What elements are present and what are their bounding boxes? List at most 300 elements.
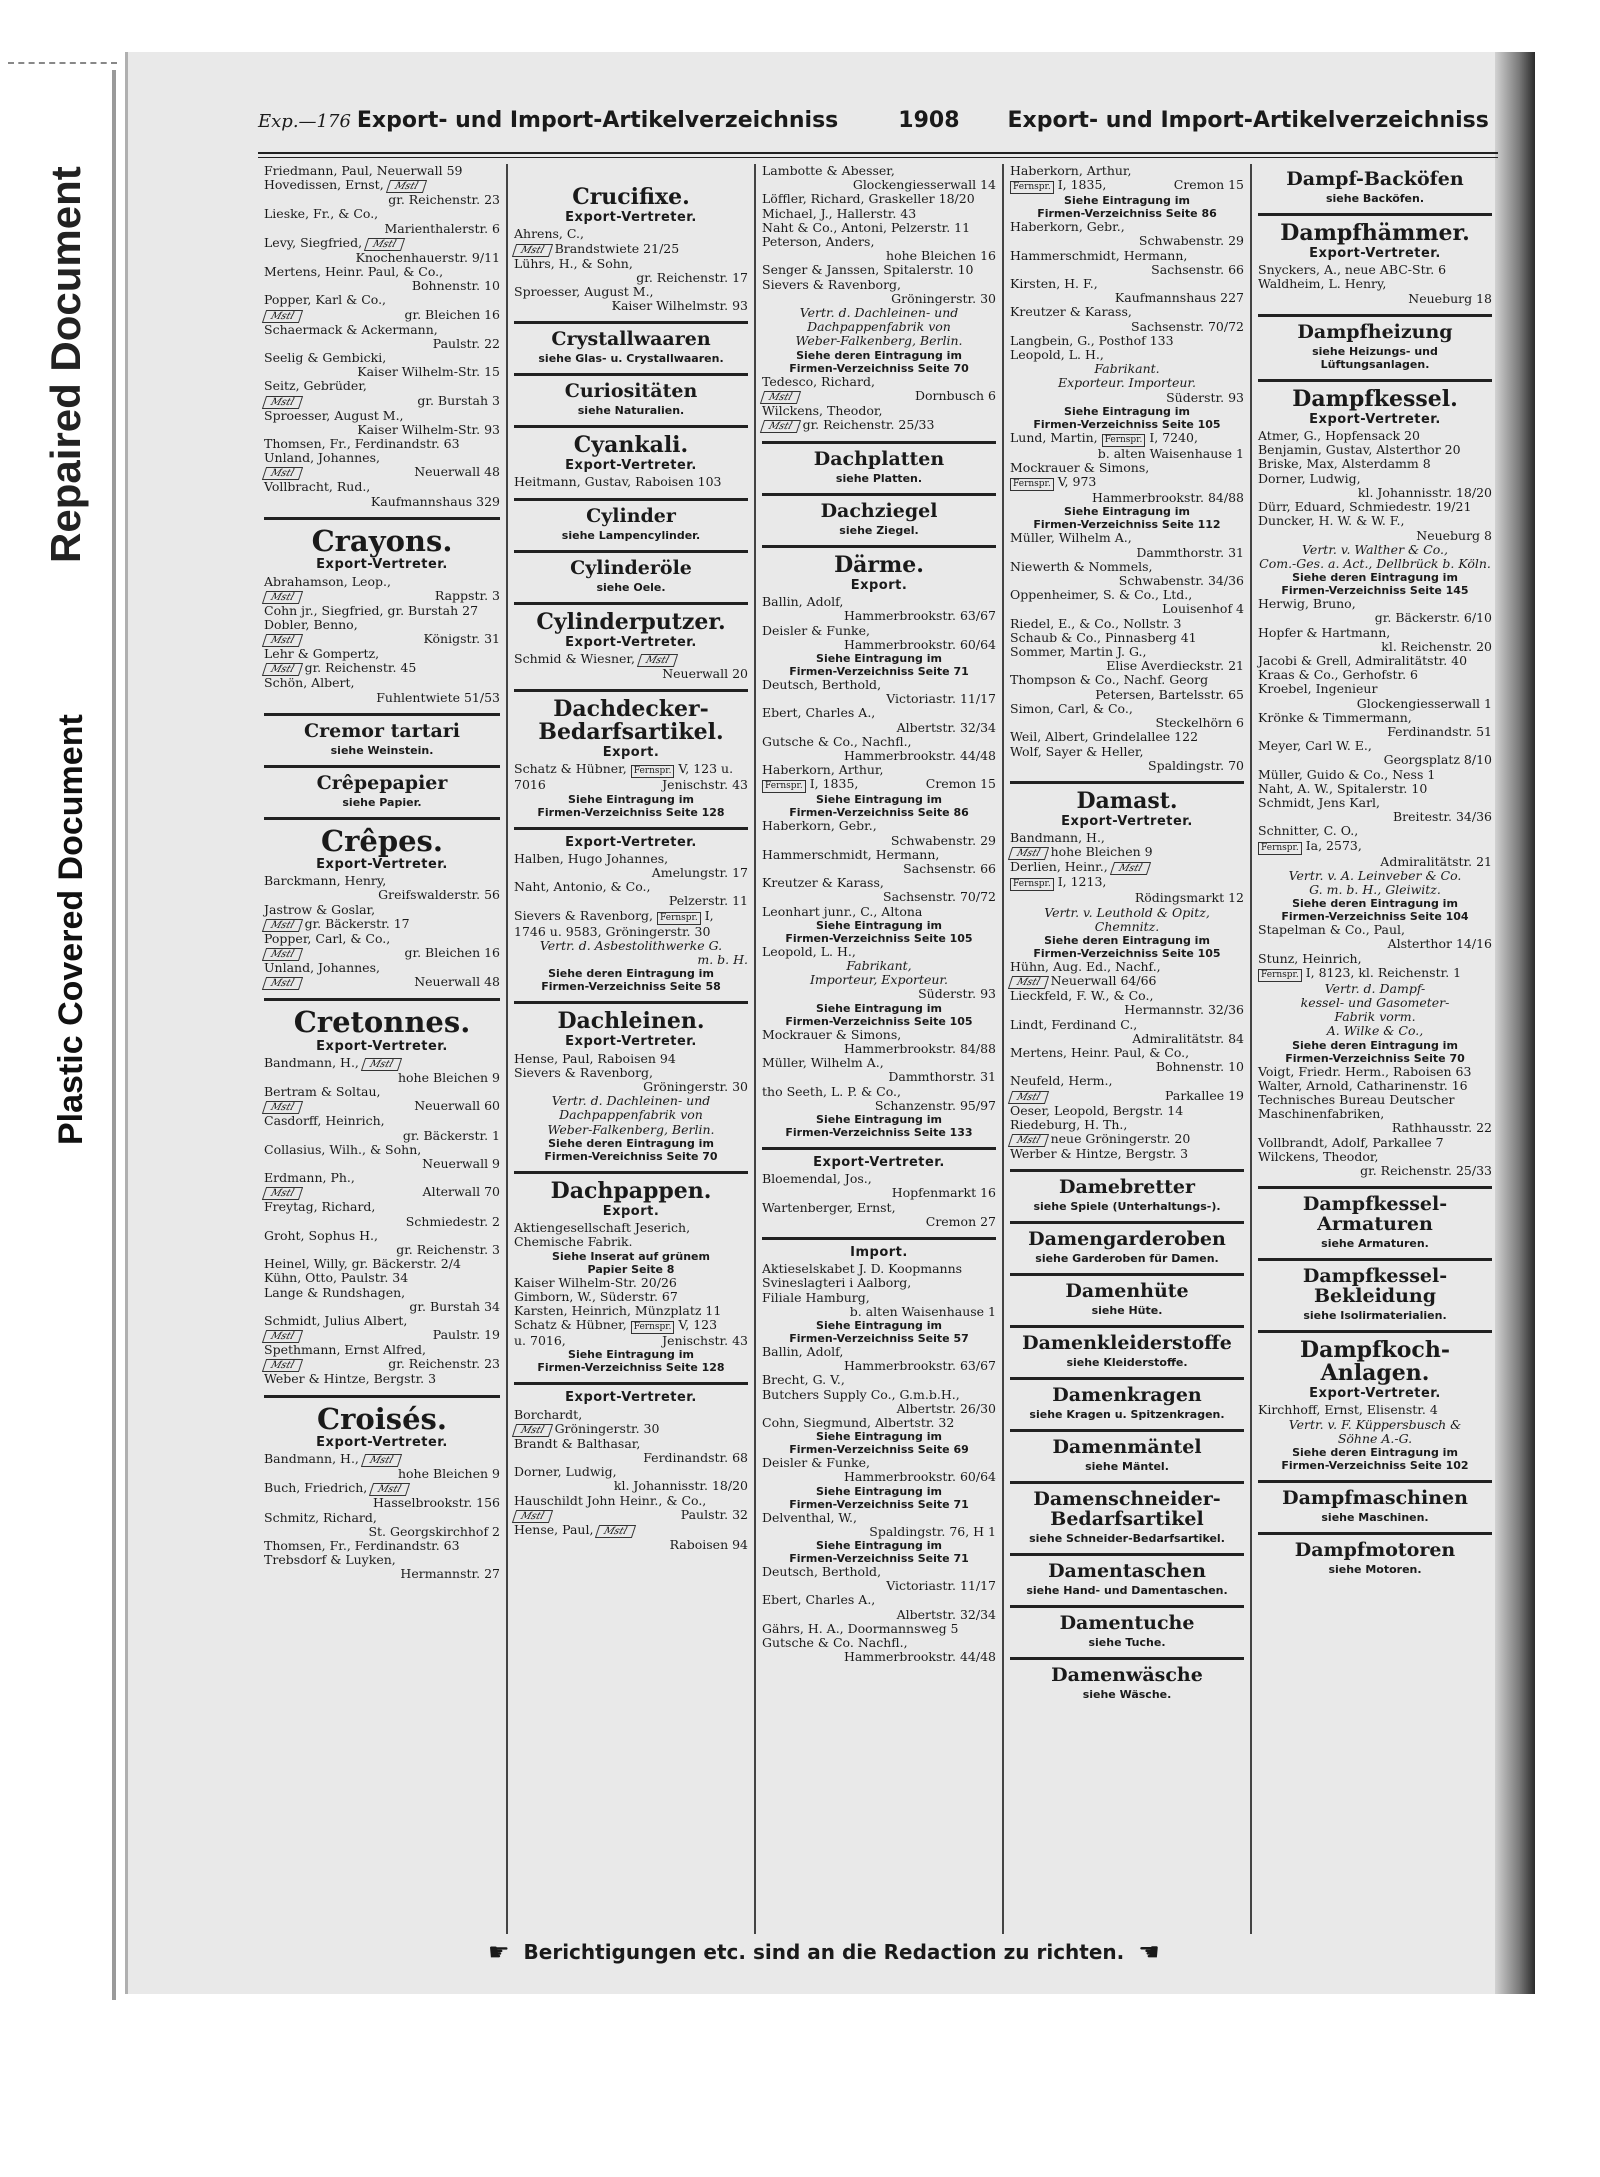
entry-line: Schatz & Hübner, Fernspr. V, 123 u. (514, 761, 734, 777)
entry-line: Victoriastr. 11/17 (886, 1578, 996, 1594)
entry-line: Michael, J., Hallerstr. 43 (762, 205, 917, 221)
entry-line: Voigt, Friedr. Herm., Raboisen 63 (1258, 1063, 1472, 1079)
entry-line: Mstl Rappstr. 3 (264, 589, 500, 604)
entry-line: Fuhlentwiete 51/53 (376, 689, 500, 705)
subsection-label: Export. (602, 1203, 660, 1219)
subsection-label: Export-Vertreter. (813, 1154, 945, 1170)
entry-line: Briske, Max, Alsterdamm 8 (1258, 456, 1431, 472)
entry-line: Albertstr. 32/34 (896, 719, 996, 735)
entry-line: Albertstr. 32/34 (896, 1606, 996, 1622)
entry-line: Hauschildt John Heinr., & Co., (514, 1492, 707, 1508)
category-heading: Damebretter (1058, 1176, 1195, 1199)
entry-line: Schnitter, C. O., (1258, 823, 1359, 839)
entry-line: Ebert, Charles A., (762, 705, 876, 721)
entry-line: Bohnenstr. 10 (411, 278, 500, 294)
entry-line: Deisler & Funke, (762, 1455, 870, 1471)
entry-list (514, 1276, 748, 1349)
subsection-label: Import. (850, 1244, 908, 1260)
telephone-stamp-icon: Fernspr. (657, 912, 701, 925)
entry-line: gr. Bäckerstr. 1 (402, 1127, 500, 1143)
entry-line: Hammerbrookstr. 60/64 (843, 1469, 996, 1485)
entry-line: Haberkorn, Arthur, (762, 762, 884, 778)
cross-reference-note: Siehe deren Eintragung im Firmen-Verzeichniss Seite 104 (1281, 897, 1469, 924)
entry-line: Atmer, G., Hopfensack 20 (1258, 428, 1420, 444)
cross-reference-note: siehe Hand- und Damentaschen. (1026, 1583, 1228, 1597)
entry-line: Schmidt, Julius Albert, (264, 1312, 408, 1328)
entry-list (762, 1345, 996, 1430)
subsection-label: Export-Vertreter. (316, 557, 448, 573)
category-heading: Damenhüte (1065, 1280, 1189, 1303)
entry-line: Vollbracht, Rud., (264, 479, 371, 495)
cross-reference-note: Siehe Eintragung im Firmen-Verzeichniss Seite 86 (1037, 194, 1217, 221)
entry-line: Sproesser, August M., (264, 407, 404, 423)
category-heading: Curiositäten (564, 380, 698, 403)
entry-line: Weber & Hintze, Bergstr. 3 (264, 1371, 437, 1387)
section-rule (1258, 1480, 1492, 1483)
entry-line: Seitz, Gebrüder, (264, 378, 367, 394)
cross-reference-note: Siehe Eintragung im Firmen-Verzeichniss Seite 105 (785, 918, 973, 945)
section-rule (1258, 1258, 1492, 1261)
entry-line: Kaufmannshaus 329 (370, 493, 500, 509)
category-heading: Crêpepapier (316, 771, 448, 794)
member-stamp-icon: Mstl (1008, 976, 1049, 989)
subsection-label: Export-Vertreter. (1061, 814, 1193, 829)
subsection-label: Export-Vertreter. (316, 1434, 448, 1450)
entry-line: Sachsenstr. 66 (1151, 261, 1244, 277)
section-rule (264, 713, 500, 716)
section-rule (514, 550, 748, 553)
entry-line: Deutsch, Berthold, (762, 677, 882, 693)
entry-line: Jastrow & Goslar, (264, 901, 376, 917)
entry-list (762, 678, 996, 793)
entry-line: Simon, Carl, & Co., (1010, 700, 1133, 716)
entry-line: Sachsenstr. 66 (903, 861, 996, 877)
entry-line: Mockrauer & Simons, (1010, 460, 1150, 476)
subsection-label: Export. (850, 578, 908, 594)
entry-line: Hermannstr. 27 (400, 1566, 500, 1582)
cross-reference-note: Siehe deren Eintragung im Firmen-Verzeichniss Seite 70 (789, 348, 969, 375)
entry-line: Svineslagteri i Aalborg, (762, 1275, 912, 1291)
entry-line: Sievers & Ravenborg, (514, 1064, 654, 1080)
entry-line: Kreutzer & Karass, (762, 875, 884, 891)
entry-line: Technisches Bureau Deutscher (1258, 1092, 1455, 1107)
entry-line: Lindt, Ferdinand C., (1010, 1016, 1138, 1032)
cross-reference-note: Siehe Eintragung im Firmen-Verzeichniss Seite 71 (789, 652, 969, 679)
section-rule (514, 827, 748, 830)
category-heading: Damenkleiderstoffe (1022, 1332, 1232, 1355)
entry-list (264, 1056, 500, 1387)
entry-line: Wolf, Sayer & Heller, (1010, 743, 1144, 759)
section-rule (762, 441, 996, 444)
entry-line: Hermannstr. 32/36 (1124, 1002, 1244, 1018)
member-stamp-icon: Mstl (512, 1510, 553, 1523)
member-stamp-icon: Mstl (262, 467, 303, 480)
subsection-label: Export-Vertreter. (565, 1034, 697, 1050)
entry-line: hohe Bleichen 9 (397, 1069, 500, 1085)
member-stamp-icon: Mstl (760, 391, 801, 404)
section-rule (1258, 1330, 1492, 1333)
entry-line: 7016 Jenischstr. 43 (514, 777, 748, 793)
entry-line: Mstl neue Gröningerstr. 20 (1010, 1132, 1244, 1147)
entry-line: Seelig & Gembicki, (264, 350, 387, 366)
header-title-left: Export- und Import-Artikelverzeichniss (356, 108, 839, 133)
member-stamp-icon: Mstl (595, 1525, 636, 1538)
entry-line: gr. Bäckerstr. 6/10 (1374, 610, 1492, 626)
entry-list (514, 475, 748, 489)
entry-line: Albertstr. 26/30 (896, 1400, 996, 1416)
entry-line: Peterson, Anders, (762, 234, 875, 250)
category-heading: Dachplatten (813, 448, 945, 471)
entry-line: Oppenheimer, S. & Co., Ltd., (1010, 587, 1193, 603)
entry-line: Mstl gr. Bäckerstr. 17 (264, 917, 500, 932)
entry-line: Hammerbrookstr. 84/88 (1091, 490, 1244, 506)
entry-line: hohe Bleichen 9 (397, 1466, 500, 1482)
section-rule (1010, 1325, 1244, 1328)
entry-line: Sachsenstr. 70/72 (1131, 318, 1244, 334)
cross-reference-note: Siehe Inserat auf grünem Papier Seite 8 (552, 1249, 710, 1276)
entry-line: Hammerbrookstr. 63/67 (843, 608, 996, 624)
subsection-label: Export-Vertreter. (1309, 1386, 1441, 1402)
entry-line: Kaiser Wilhelm-Str. 20/26 (514, 1274, 677, 1290)
entry-list (762, 1511, 996, 1539)
category-heading: Crayons. (311, 523, 453, 558)
entry-line: Weber-Falkenberg, Berlin. (547, 1121, 715, 1137)
entry-line: Lehr & Gompertz, (264, 646, 380, 662)
entry-line: Hopfenmarkt 16 (891, 1185, 996, 1201)
entry-line: Vertr. d. Asbestolithwerke G. (539, 937, 723, 953)
cross-reference-note: Siehe Eintragung im Firmen-Verzeichniss Seite 57 (789, 1318, 969, 1345)
entry-line: Greifswalderstr. 56 (378, 887, 500, 903)
member-stamp-icon: Mstl (262, 591, 303, 604)
entry-line: Leopold, L. H., (1010, 347, 1104, 363)
entry-line: Schanzenstr. 95/97 (874, 1097, 996, 1113)
category-heading: Cretonnes. (293, 1005, 471, 1040)
entry-line: Gutsche & Co. Nachfl., (762, 1634, 908, 1650)
section-rule (514, 602, 748, 605)
entry-line: Niewerth & Nommels, (1010, 558, 1153, 574)
entry-line: Com.-Ges. a. Act., Dellbrück b. Köln. (1259, 555, 1491, 571)
running-header (258, 108, 1498, 148)
cross-reference-note: siehe Kragen u. Spitzenkragen. (1029, 1407, 1225, 1421)
entry-line: kl. Reichenstr. 20 (1381, 638, 1492, 654)
header-title-right: Export- und Import-Artikelverzeichniss (1007, 108, 1489, 133)
entry-line: Elise Averdieckstr. 21 (1106, 658, 1244, 674)
entry-line: Steckelhörn 6 (1155, 715, 1244, 731)
entry-line: Schmiedestr. 2 (405, 1213, 500, 1229)
category-heading: Crucifixe. (572, 184, 690, 210)
entry-line: Hasselbrookstr. 156 (372, 1495, 500, 1511)
entry-line: Schwabenstr. 29 (1138, 233, 1244, 249)
member-stamp-icon: Mstl (637, 654, 678, 667)
entry-line: Vertr. d. Dachleinen- und (551, 1093, 711, 1109)
entry-line: Schwabenstr. 29 (890, 832, 996, 848)
category-heading: Damenmäntel (1052, 1435, 1202, 1458)
entry-line: Weber-Falkenberg, Berlin. (795, 333, 963, 349)
entry-line: Thomsen, Fr., Ferdinandstr. 63 (264, 436, 460, 452)
cross-reference-note: siehe Garderoben für Damen. (1035, 1252, 1219, 1266)
entry-line: Thomsen, Fr., Ferdinandstr. 63 (264, 1538, 460, 1553)
category-heading: Dampfhämmer. (1280, 219, 1470, 246)
entry-line: Friedmann, Paul, Neuerwall 59 (264, 163, 463, 178)
section-rule (762, 1237, 996, 1240)
entry-line: Chemnitz. (1094, 918, 1160, 934)
entry-list (1010, 220, 1244, 405)
section-rule (1010, 1429, 1244, 1432)
entry-line: Walter, Arnold, Catharinenstr. 16 (1258, 1077, 1468, 1093)
entry-list (762, 1028, 996, 1113)
entry-line: b. alten Waisenhause 1 (849, 1303, 996, 1319)
entry-line: Kirchhoff, Ernst, Elisenstr. 4 (1258, 1402, 1438, 1418)
member-stamp-icon: Mstl (262, 1101, 303, 1114)
category-heading: Crêpes. (321, 823, 443, 858)
entry-line: kl. Johannisstr. 18/20 (1357, 484, 1492, 500)
entry-line: Mstl Alterwall 70 (264, 1185, 500, 1200)
entry-line: Bandmann, H., Mstl (264, 1452, 500, 1467)
entry-line: Popper, Karl & Co., (264, 292, 387, 308)
category-heading: Cyankali. (573, 432, 689, 459)
entry-line: Hammerbrookstr. 44/48 (843, 1649, 996, 1665)
member-stamp-icon: Mstl (512, 1424, 553, 1437)
entry-list (264, 1452, 500, 1581)
section-rule (514, 321, 748, 324)
entry-line: kessel- und Gasometer- (1300, 994, 1450, 1010)
category-heading: Dachziegel (820, 499, 938, 522)
category-heading: Dampfkessel- Armaturen (1302, 1193, 1448, 1236)
entry-line: Fabrikant, (846, 958, 912, 974)
entry-line: Leonhart junr., C., Altona (762, 903, 923, 919)
section-rule (264, 765, 500, 768)
entry-line: Levy, Siegfried, Mstl (264, 236, 500, 251)
entry-line: 1746 u. 9583, Gröningerstr. 30 (514, 923, 711, 939)
section-rule (1010, 1553, 1244, 1556)
entry-line: Gröningerstr. 30 (643, 1078, 748, 1094)
entry-line: Cremon 27 (925, 1213, 996, 1229)
category-heading: Dachpappen. (550, 1177, 712, 1204)
cross-reference-note: siehe Maschinen. (1321, 1510, 1429, 1524)
entry-line: Neuerwall 9 (422, 1155, 500, 1171)
entry-list (1010, 431, 1244, 506)
entry-list (762, 595, 996, 652)
entry-line: Ahrens, C., (514, 226, 584, 242)
entry-list (264, 874, 500, 990)
entry-line: Maschinenfabriken, (1258, 1106, 1385, 1122)
category-heading: Damentaschen (1048, 1559, 1206, 1582)
entry-line: Louisenhof 4 (1162, 601, 1244, 617)
cross-reference-note: siehe Kleiderstoffe. (1066, 1356, 1188, 1369)
member-stamp-icon: Mstl (262, 1330, 303, 1343)
cross-reference-note: Siehe Eintragung im Firmen-Verzeichniss Seite 112 (1033, 505, 1221, 532)
category-heading: Dampf-Backöfen (1286, 168, 1464, 190)
entry-line: Mstl gr. Bleichen 16 (264, 946, 500, 961)
section-rule (514, 1382, 748, 1385)
entry-line: Riedeburg, H. Th., (1010, 1116, 1128, 1132)
category-heading: Damentuche (1059, 1611, 1195, 1634)
entry-line: Schmitz, Richard, (264, 1509, 377, 1525)
entry-line: Alsterthor 14/16 (1387, 936, 1492, 952)
entry-line: Naht, Antonio, & Co., (514, 879, 651, 895)
entry-line: Ballin, Adolf, (762, 1343, 844, 1359)
entry-list (762, 945, 996, 1002)
cross-reference-note: Siehe Eintragung im Firmen-Verzeichniss Seite 105 (1033, 404, 1221, 431)
section-rule (1258, 213, 1492, 216)
entry-line: Dammthorstr. 31 (888, 1069, 996, 1085)
entry-list (514, 1408, 748, 1552)
entry-line: Hovedissen, Ernst, Mstl (264, 178, 500, 193)
entry-line: Mstl Parkallee 19 (1010, 1089, 1244, 1104)
member-stamp-icon: Mstl (262, 663, 303, 676)
pointing-hand-icon: ☛ (488, 1938, 510, 1966)
entry-line: Filiale Hamburg, (762, 1289, 870, 1305)
entry-line: Mstl hohe Bleichen 9 (1010, 845, 1244, 860)
entry-line: Krönke & Timmermann, (1258, 709, 1412, 725)
cross-reference-note: siehe Lampencylinder. (561, 528, 701, 542)
entry-line: Benjamin, Gustav, Alsterthor 20 (1258, 442, 1461, 458)
pointing-hand-icon: ☚ (1138, 1938, 1160, 1966)
entry-line: gr. Reichenstr. 3 (396, 1241, 500, 1257)
entry-line: Mstl gr. Reichenstr. 25/33 (762, 418, 996, 433)
entry-line: Meyer, Carl W. E., (1258, 738, 1372, 754)
category-heading: Cylinderputzer. (536, 608, 726, 635)
cross-reference-note: Siehe Eintragung im Firmen-Verzeichniss Seite 71 (789, 1538, 969, 1565)
cross-reference-note: siehe Glas- u. Crystallwaaren. (538, 352, 724, 366)
section-rule (1010, 1481, 1244, 1484)
cross-reference-note: siehe Spiele (Unterhaltungs-). (1033, 1200, 1221, 1214)
entry-line: Bandmann, H., Mstl (264, 1056, 500, 1071)
entry-line: Cohn, Siegmund, Albertstr. 32 (762, 1414, 955, 1430)
entry-line: Werber & Hintze, Bergstr. 3 (1010, 1146, 1189, 1162)
entry-line: Hense, Paul, Raboisen 94 (514, 1050, 676, 1066)
member-stamp-icon: Mstl (262, 919, 303, 932)
cross-reference-note: siehe Wäsche. (1082, 1687, 1172, 1701)
entry-line: Dorner, Ludwig, (1258, 470, 1361, 486)
telephone-stamp-icon: Fernspr. (1010, 878, 1054, 891)
entry-line: Casdorff, Heinrich, (264, 1113, 385, 1129)
entry-line: Dürr, Eduard, Schmiedestr. 19/21 (1258, 499, 1472, 515)
entry-line: Glockengiesserwall 1 (1356, 695, 1492, 711)
category-heading: Cremor tartari (303, 719, 461, 742)
entry-line: Kaiser Wilhelm-Str. 15 (357, 364, 500, 380)
entry-line: Fernspr. Ia, 2573, (1258, 839, 1492, 855)
entry-line: Lange & Rundshagen, (264, 1284, 406, 1300)
entry-line: Dachpappenfabrik von (807, 319, 951, 335)
entry-line: Collasius, Wilh., & Sohn, (264, 1141, 422, 1157)
telephone-stamp-icon: Fernspr. (1010, 181, 1054, 194)
entry-line: Exporteur. Importeur. (1057, 375, 1197, 391)
entry-line: Dammthorstr. 31 (1136, 544, 1244, 560)
section-rule (1010, 1377, 1244, 1380)
cross-reference-note: siehe Backöfen. (1325, 191, 1425, 205)
cross-reference-note: siehe Armaturen. (1321, 1237, 1429, 1251)
member-stamp-icon: Mstl (361, 1454, 402, 1467)
entry-line: Wilckens, Theodor, (762, 402, 883, 418)
entry-line: Ferdinandstr. 51 (1387, 723, 1492, 739)
entry-line: Sievers & Ravenborg, (762, 276, 902, 292)
section-rule (1010, 781, 1244, 784)
entry-line: Mstl Paulstr. 19 (264, 1328, 500, 1343)
subsection-label: Export-Vertreter. (565, 834, 697, 850)
subsection-label: Export-Vertreter. (565, 210, 697, 226)
subsection-label: Export-Vertreter. (565, 458, 697, 474)
entry-line: Herwig, Bruno, (1258, 596, 1356, 612)
section-rule (514, 689, 748, 692)
archive-side-strip (0, 50, 125, 2000)
entry-line: Weil, Albert, Grindelallee 122 (1010, 729, 1199, 745)
page-number: Exp.—176 (258, 111, 351, 132)
entry-line: Mstl gr. Burstah 3 (264, 394, 500, 409)
cross-reference-note: siehe Naturalien. (577, 404, 685, 418)
entry-list (514, 1221, 748, 1249)
entry-line: m. b. H. (697, 952, 748, 968)
telephone-stamp-icon: Fernspr. (1258, 969, 1302, 982)
entry-line: Wilckens, Theodor, (1258, 1148, 1379, 1164)
entry-line: Schatz & Hübner, Fernspr. V, 123 (514, 1317, 718, 1333)
member-stamp-icon: Mstl (369, 1483, 410, 1496)
entry-list (1258, 923, 1492, 1038)
entry-line: Kraas & Co., Gerhofstr. 6 (1258, 667, 1418, 683)
member-stamp-icon: Mstl (1008, 847, 1049, 860)
entry-line: Mstl Gröningerstr. 30 (514, 1422, 748, 1437)
entry-line: Neueburg 8 (1416, 527, 1492, 543)
cross-reference-note: Siehe deren Eintragung im Firmen-Verzeichniss Seite 105 (1033, 934, 1221, 961)
entry-line: Georgsplatz 8/10 (1383, 752, 1492, 768)
entry-line: Bertram & Soltau, (264, 1084, 381, 1100)
entry-line: Waldheim, L. Henry, (1258, 276, 1387, 292)
entry-line: Kühn, Otto, Paulstr. 34 (264, 1270, 409, 1286)
entry-line: Heinel, Willy, gr. Bäckerstr. 2/4 (264, 1256, 461, 1272)
cross-reference-note: Siehe Eintragung im Firmen-Verzeichniss Seite 128 (537, 792, 725, 819)
entry-line: Bohnenstr. 10 (1155, 1059, 1244, 1075)
entry-line: Brecht, G. V., (762, 1372, 845, 1388)
entry-line: Kaiser Wilhelmstr. 93 (611, 298, 748, 314)
entry-line: Cohn jr., Siegfried, gr. Burstah 27 (264, 602, 479, 618)
entry-line: Importeur, Exporteur. (809, 972, 949, 988)
entry-line: Sievers & Ravenborg, Fernspr. I, (514, 907, 714, 923)
entry-line: Kreutzer & Karass, (1010, 304, 1132, 320)
member-stamp-icon: Mstl (262, 310, 303, 323)
entry-line: b. alten Waisenhause 1 (1097, 445, 1244, 461)
cross-reference-note: siehe Heizungs- und Lüftungsanlagen. (1312, 344, 1438, 371)
category-heading: Därme. (834, 551, 924, 578)
member-stamp-icon: Mstl (262, 1359, 303, 1372)
entry-line: Haberkorn, Gebr., (1010, 219, 1125, 235)
entry-line: Mstl gr. Reichenstr. 23 (264, 1357, 500, 1372)
entry-line: Schmid & Wiesner, Mstl (514, 652, 748, 667)
entry-line: Freytag, Richard, (264, 1199, 376, 1215)
telephone-stamp-icon: Fernspr. (1258, 842, 1302, 855)
category-heading: Dampfmaschinen (1282, 1486, 1468, 1509)
entry-line: Mstl Königstr. 31 (264, 632, 500, 647)
entry-line: Breitestr. 34/36 (1393, 809, 1492, 825)
category-heading: Cylinderöle (570, 556, 692, 579)
entry-line: Mstl Dornbusch 6 (762, 389, 996, 404)
category-heading: Damenkragen (1052, 1384, 1202, 1406)
entry-line: Kaufmannshaus 227 (1114, 290, 1244, 306)
entry-line: Bandmann, H., (1010, 830, 1105, 846)
plastic-covered-label: Plastic Covered Document (52, 650, 91, 1210)
section-rule (1258, 1186, 1492, 1189)
entry-line: Mstl Neuerwall 64/66 (1010, 974, 1244, 989)
entry-line: Dobler, Benno, (264, 616, 358, 632)
entry-list (1258, 263, 1492, 306)
entry-line: Süderstr. 93 (1166, 389, 1244, 405)
cross-reference-note: Siehe deren Eintragung im Firmen-Verzeichniss Seite 70 (1285, 1038, 1465, 1065)
cross-reference-note: Siehe Eintragung im Firmen-Verzeichniss Seite 71 (789, 1484, 969, 1511)
entry-list (264, 575, 500, 705)
entry-line: Hammerschmidt, Hermann, (762, 846, 940, 862)
entry-line: Schwabenstr. 34/36 (1118, 573, 1244, 589)
entry-line: Vollbrandt, Adolf, Parkallee 7 (1258, 1134, 1444, 1150)
member-stamp-icon: Mstl (760, 420, 801, 433)
